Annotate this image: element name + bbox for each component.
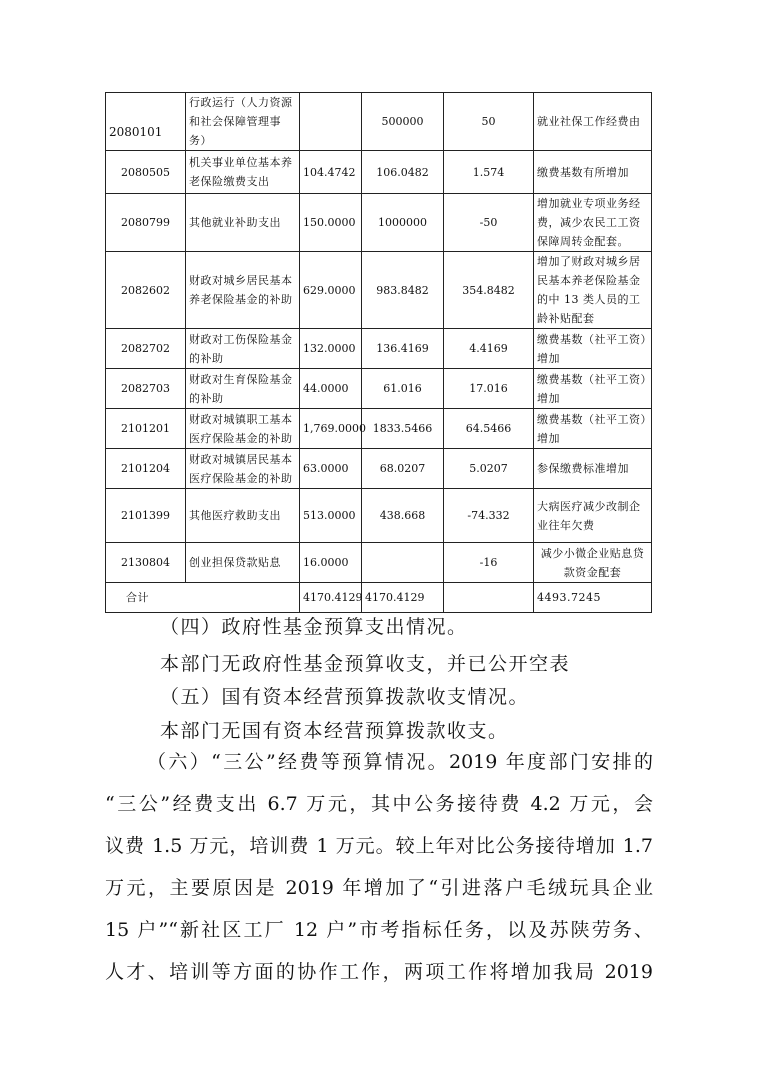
total-label-cell: 合计	[106, 583, 300, 613]
subject-name-cell: 财政对城乡居民基本养老保险基金的补助	[186, 252, 300, 329]
change-note-cell: 缴费基数（社平工资）增加	[534, 369, 652, 409]
prev-amount-cell	[300, 93, 362, 151]
subject-code-cell: 2082602	[106, 252, 186, 329]
total-prev-cell: 4170.4129	[300, 583, 362, 613]
budget-amount-cell: 983.8482	[362, 252, 444, 329]
prev-amount-cell: 513.0000	[300, 489, 362, 543]
table-row	[106, 329, 652, 369]
subject-name-cell: 财政对生育保险基金的补助	[186, 369, 300, 409]
section-6-line: 万元，主要原因是 2019 年增加了“引进落户毛绒玩具企业	[105, 877, 653, 899]
total-note-cell: 4493.7245	[534, 583, 652, 613]
table-row	[106, 151, 652, 194]
table-row	[106, 369, 652, 409]
table-row	[106, 543, 652, 583]
change-amount-cell: 5.0207	[444, 449, 534, 489]
subject-code-cell: 2101399	[106, 489, 186, 543]
table-row	[106, 93, 652, 151]
subject-code-cell: 2101201	[106, 409, 186, 449]
budget-amount-cell: 500000	[362, 93, 444, 151]
change-amount-cell: 64.5466	[444, 409, 534, 449]
prev-amount-cell: 1,769.0000	[300, 409, 362, 449]
budget-amount-cell: 1833.5466	[362, 409, 444, 449]
change-amount-cell: 17.016	[444, 369, 534, 409]
total-change-cell	[444, 583, 534, 613]
subject-code-cell: 2130804	[106, 543, 186, 583]
prev-amount-cell: 63.0000	[300, 449, 362, 489]
prev-amount-cell: 104.4742	[300, 151, 362, 194]
table-row	[106, 449, 652, 489]
change-note-cell: 增加了财政对城乡居民基本养老保险基金的中 13 类人员的工龄补贴配套	[534, 252, 652, 329]
change-amount-cell: -16	[444, 543, 534, 583]
table-row	[106, 252, 652, 329]
table-row	[106, 409, 652, 449]
change-note-cell: 减少小微企业贴息贷款资金配套	[534, 543, 652, 583]
prev-amount-cell: 150.0000	[300, 194, 362, 252]
subject-code-cell: 2082703	[106, 369, 186, 409]
budget-amount-cell: 438.668	[362, 489, 444, 543]
change-amount-cell: 50	[444, 93, 534, 151]
subject-name-cell: 财政对工伤保险基金的补助	[186, 329, 300, 369]
section-4-heading: （四）政府性基金预算支出情况。	[160, 616, 468, 638]
subject-code-cell: 2080101	[106, 93, 186, 151]
table-row	[106, 489, 652, 543]
section-5-heading: （五）国有资本经营预算拨款收支情况。	[160, 686, 530, 708]
budget-amount-cell: 136.4169	[362, 329, 444, 369]
section-6-line: 人才、培训等方面的协作工作，两项工作将增加我局 2019	[105, 961, 653, 983]
budget-table	[105, 92, 652, 613]
budget-amount-cell: 1000000	[362, 194, 444, 252]
change-note-cell: 缴费基数有所增加	[534, 151, 652, 194]
prev-amount-cell: 132.0000	[300, 329, 362, 369]
table-row	[106, 194, 652, 252]
section-6-line: （六）“三公”经费等预算情况。2019 年度部门安排的	[147, 751, 653, 773]
change-note-cell: 缴费基数（社平工资）增加	[534, 329, 652, 369]
subject-name-cell: 行政运行（人力资源和社会保障管理事务）	[186, 93, 300, 151]
change-note-cell: 就业社保工作经费由	[534, 93, 652, 151]
prev-amount-cell: 629.0000	[300, 252, 362, 329]
prev-amount-cell: 16.0000	[300, 543, 362, 583]
change-note-cell: 参保缴费标准增加	[534, 449, 652, 489]
subject-code-cell: 2082702	[106, 329, 186, 369]
change-amount-cell: -74.332	[444, 489, 534, 543]
section-6-line: “三公”经费支出 6.7 万元，其中公务接待费 4.2 万元，会	[105, 793, 653, 815]
section-4-body: 本部门无政府性基金预算收支，并已公开空表	[160, 653, 571, 675]
change-amount-cell: -50	[444, 194, 534, 252]
subject-code-cell: 2101204	[106, 449, 186, 489]
section-6-line: 议费 1.5 万元，培训费 1 万元。较上年对比公务接待增加 1.7	[105, 835, 653, 857]
subject-name-cell: 机关事业单位基本养老保险缴费支出	[186, 151, 300, 194]
budget-amount-cell: 61.016	[362, 369, 444, 409]
change-note-cell: 大病医疗减少改制企业往年欠费	[534, 489, 652, 543]
prev-amount-cell: 44.0000	[300, 369, 362, 409]
subject-name-cell: 其他就业补助支出	[186, 194, 300, 252]
subject-name-cell: 财政对城镇职工基本医疗保险基金的补助	[186, 409, 300, 449]
subject-code-cell: 2080505	[106, 151, 186, 194]
change-note-cell: 缴费基数（社平工资）增加	[534, 409, 652, 449]
budget-amount-cell	[362, 543, 444, 583]
total-budget-cell: 4170.4129	[362, 583, 444, 613]
subject-name-cell: 财政对城镇居民基本医疗保险基金的补助	[186, 449, 300, 489]
total-row	[106, 583, 652, 613]
change-note-cell: 增加就业专项业务经费，减少农民工工资保障周转金配套。	[534, 194, 652, 252]
subject-name-cell: 创业担保贷款贴息	[186, 543, 300, 583]
change-amount-cell: 1.574	[444, 151, 534, 194]
change-amount-cell: 354.8482	[444, 252, 534, 329]
section-5-body: 本部门无国有资本经营预算拨款收支。	[160, 720, 509, 742]
budget-amount-cell: 68.0207	[362, 449, 444, 489]
change-amount-cell: 4.4169	[444, 329, 534, 369]
section-6-line: 15 户”“新社区工厂 12 户”市考指标任务，以及苏陕劳务、	[105, 919, 653, 941]
subject-name-cell: 其他医疗救助支出	[186, 489, 300, 543]
subject-code-cell: 2080799	[106, 194, 186, 252]
section-6-paragraph	[105, 741, 653, 993]
budget-amount-cell: 106.0482	[362, 151, 444, 194]
